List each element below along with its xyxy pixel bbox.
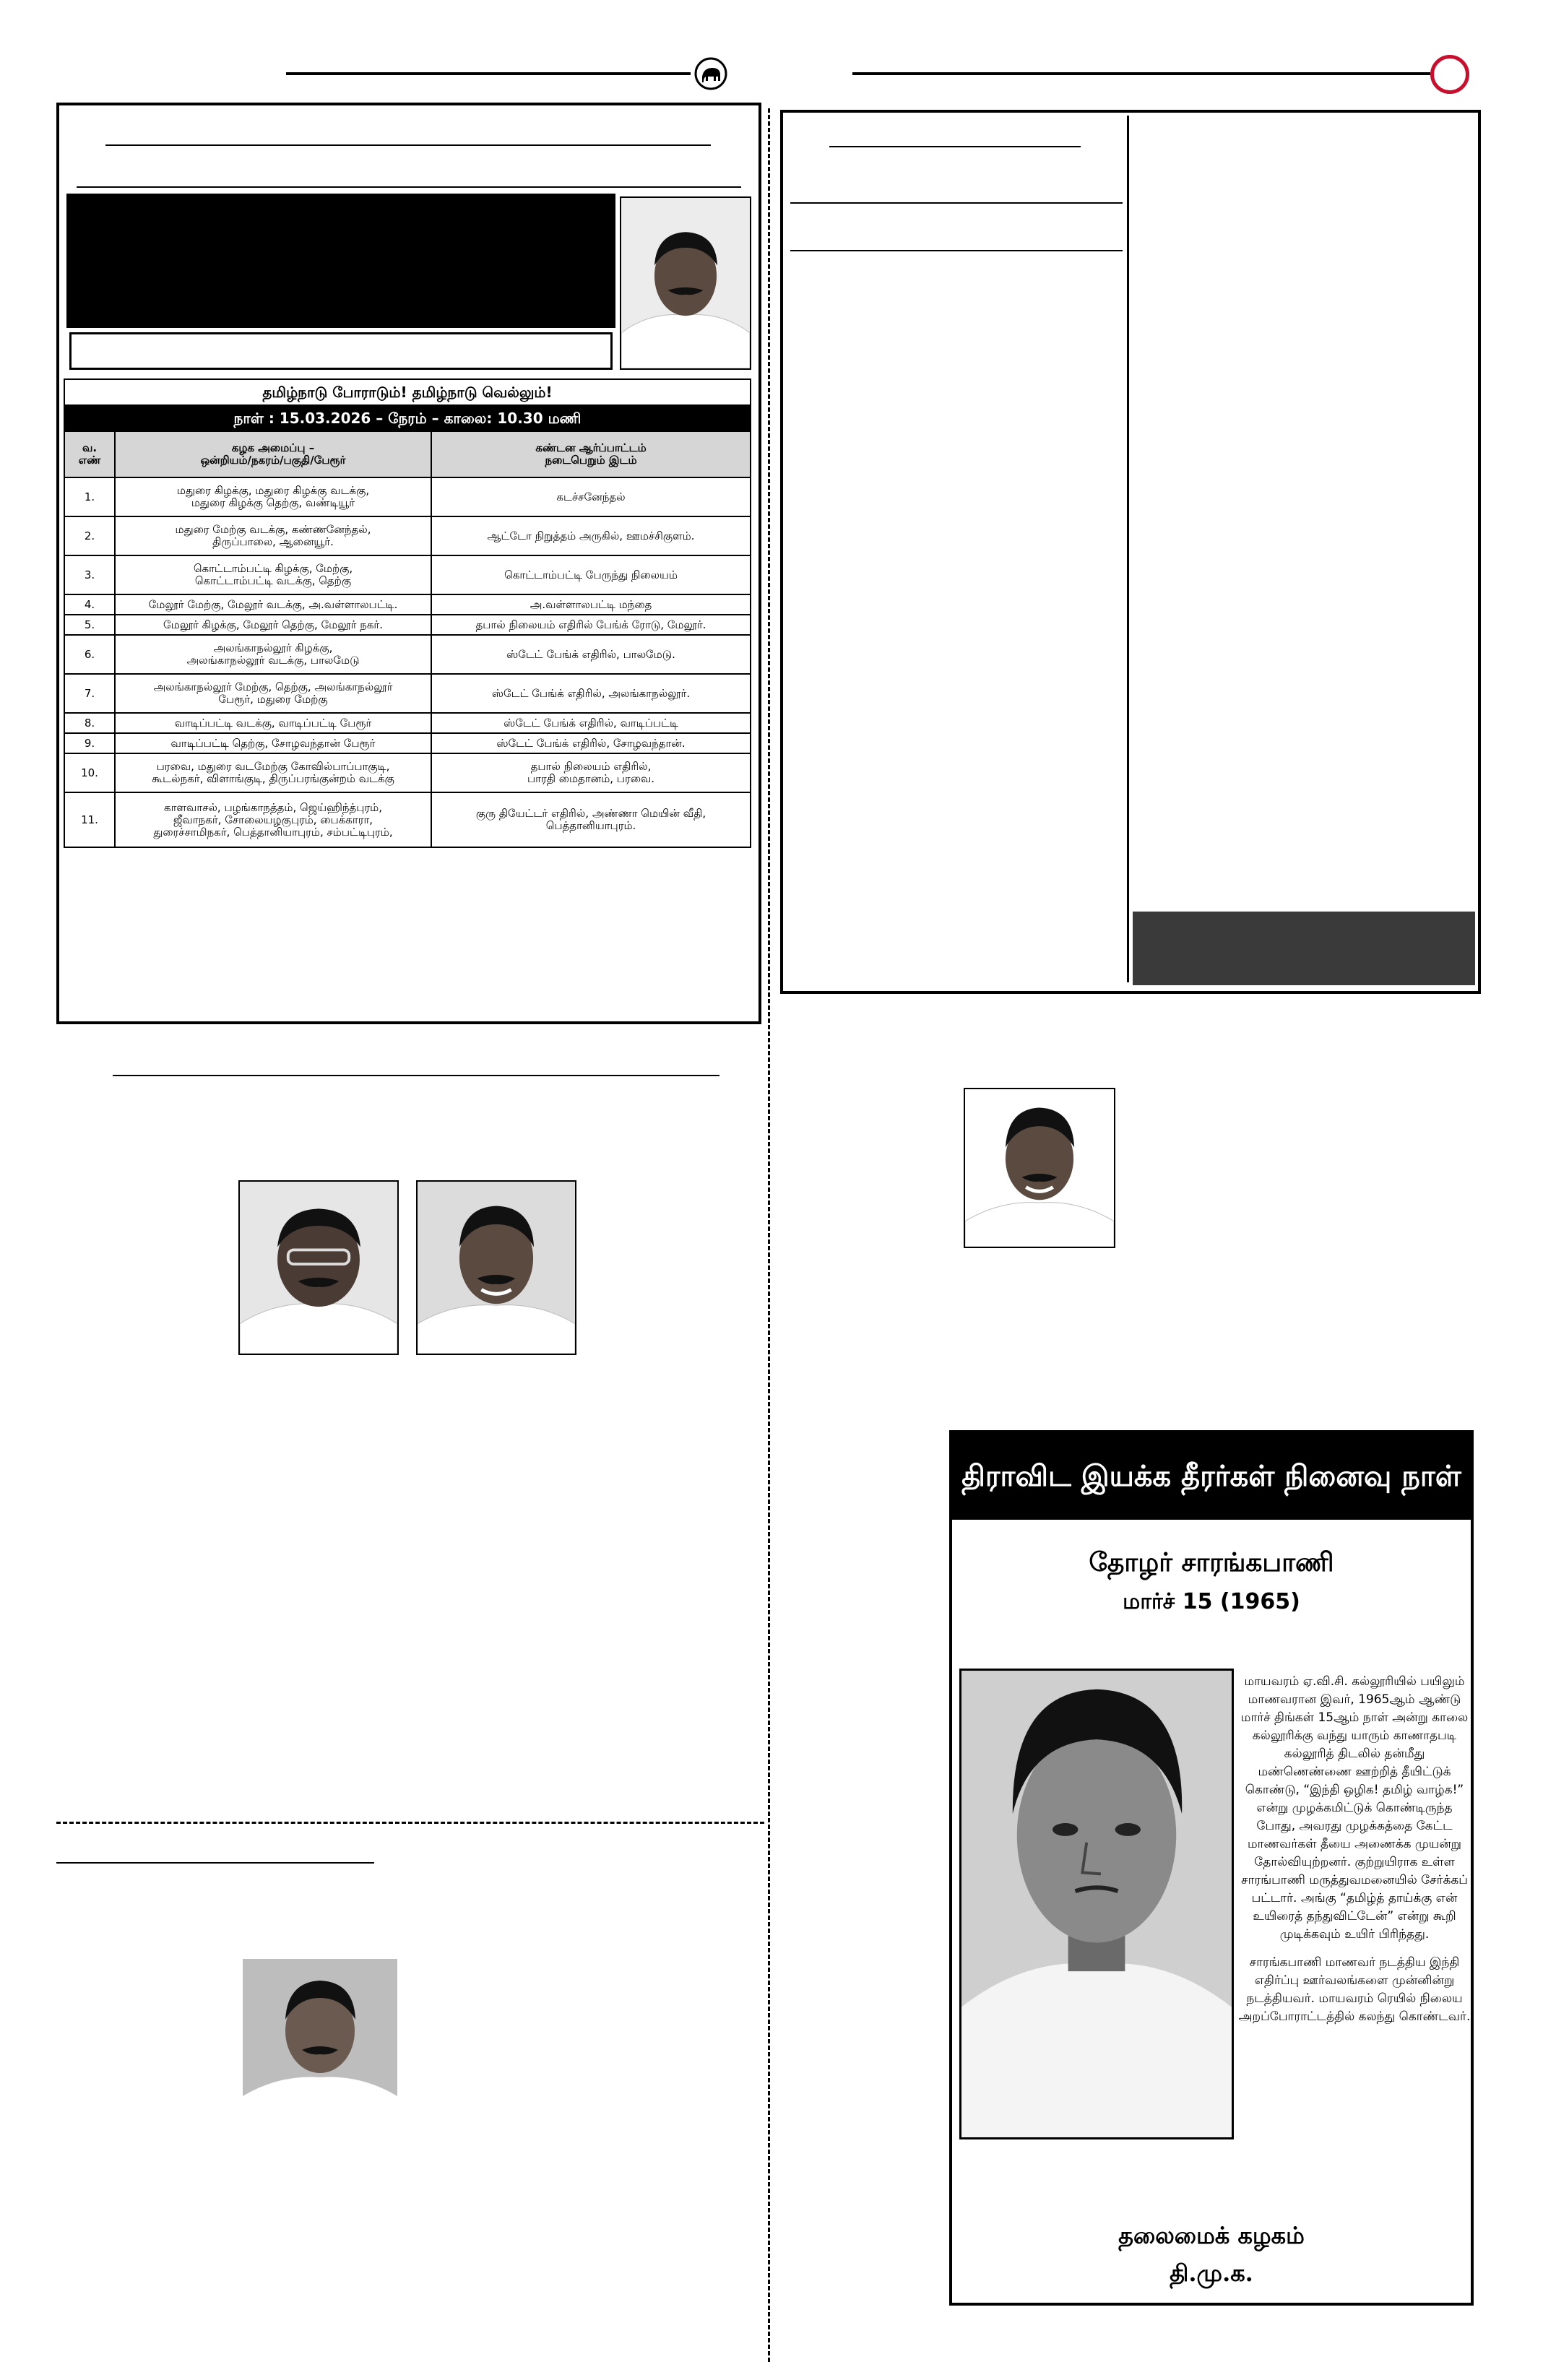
leader-portrait-2: [238, 1180, 399, 1355]
announcement-banner: [66, 194, 615, 328]
masthead-rule-right: [852, 72, 1430, 75]
right-article-rule-1: [829, 146, 1081, 147]
right-article-column-divider: [1127, 116, 1129, 982]
memorial-signature-2: தி.மு.க.: [1170, 2259, 1253, 2287]
right-article-rule-2: [790, 202, 1123, 204]
announcement-subbanner: [69, 332, 613, 370]
memorial-date: மார்ச் 15 (1965): [1123, 1589, 1300, 1614]
memorial-biography: [1238, 1673, 1471, 2036]
table-row: 2. மதுரை மேற்கு வடக்கு, கண்ணனேந்தல், திருப்பாலை, ஆனையூர். ஆட்டோ நிறுத்தம் அருகில், ஊமச்சிகுளம்.: [64, 516, 751, 555]
leader-portrait-4: [964, 1088, 1115, 1248]
table-row: 10. பரவை, மதுரை வடமேற்கு கோவில்பாப்பாகுடி, கூடல்நகர், விளாங்குடி, திருப்பரங்குன்றம் வடக்கு தபால் நிலையம் எதிரில், பாரதி மைதானம், பரவை.: [64, 753, 751, 792]
table-row: 4. மேலூர் மேற்கு, மேலூர் வடக்கு, அ.வள்ளாலபட்டி. அ.வள்ளாலபட்டி மந்தை: [64, 594, 751, 615]
date-time-row: நாள் : 15.03.2026 – நேரம் – காலை: 10.30 மணி: [64, 405, 751, 431]
masthead-rule-left: [286, 72, 691, 75]
header-number: வ. எண்: [64, 431, 115, 477]
announcement-rule-2: [77, 186, 741, 188]
header-organization: கழக அமைப்பு – ஒன்றியம்/நகரம்/பகுதி/பேரூர்: [115, 431, 431, 477]
memorial-heading: திராவிட இயக்க தீரர்கள் நினைவு நாள்: [952, 1433, 1471, 1520]
table-row: 8. வாடிப்பட்டி வடக்கு, வாடிப்பட்டி பேரூர் ஸ்டேட் பேங்க் எதிரில், வாடிப்பட்டி: [64, 713, 751, 733]
memorial-notice: [949, 1430, 1474, 2306]
table-row: 7. அலங்காநல்லூர் மேற்கு, தெற்கு, அலங்காநல்லூர் பேரூர், மதுரை மேற்கு ஸ்டேட் பேங்க் எதிரில், அலங்காநல்லூர்.: [64, 674, 751, 713]
table-row: 3. கொட்டாம்பட்டி கிழக்கு, மேற்கு, கொட்டாம்பட்டி வடக்கு, தெற்கு கொட்டாம்பட்டி பேருந்து நிலையம்: [64, 555, 751, 594]
table-row: 1. மதுரை கிழக்கு, மதுரை கிழக்கு வடக்கு, மதுரை கிழக்கு தெற்கு, வண்டியூர் கடச்சனேந்தல்: [64, 477, 751, 516]
protest-schedule-table: [64, 378, 751, 848]
slogan-row: தமிழ்நாடு போராடும்! தமிழ்நாடு வெல்லும்!: [64, 379, 751, 405]
announcement-rule-1: [105, 144, 711, 146]
table-row: 9. வாடிப்பட்டி தெற்கு, சோழவந்தான் பேரூர் ஸ்டேட் பேங்க் எதிரில், சோழவந்தான்.: [64, 733, 751, 753]
memorial-portrait: [959, 1669, 1234, 2139]
leader-portrait-1: [620, 196, 751, 370]
table-row: 5. மேலூர் கிழக்கு, மேலூர் தெற்கு, மேலூர் நகர். தபால் நிலையம் எதிரில் பேங்க் ரோடு, மேலூர்.: [64, 615, 751, 635]
table-row: 6. அலங்காநல்லூர் கிழக்கு, அலங்காநல்லூர் வடக்கு, பாலமேடு ஸ்டேட் பேங்க் எதிரில், பாலமேடு.: [64, 635, 751, 674]
leader-portrait-3: [416, 1180, 576, 1355]
column-divider: [768, 108, 770, 2362]
right-article-box: [780, 110, 1481, 994]
right-article-rule-3: [790, 250, 1123, 251]
masthead-circle-icon: [1430, 55, 1469, 94]
elephant-logo-icon: [693, 56, 728, 91]
memorial-paragraph-2: சாரங்கபாணி மாணவர் நடத்திய இந்தி எதிர்ப்பு ஊர்வலங்களை முன்னின்று நடத்தியவர். மாயவரம் ரெயில் நிலைய அறப்போராட்டத்தில் கலந்து கொண்டவர்.: [1238, 1955, 1471, 2024]
right-article-footer-bar: [1133, 912, 1475, 985]
table-row: 11. காளவாசல், பழங்காநத்தம், ஜெய்ஹிந்த்புரம், ஜீவாநகர், சோலையழகுபுரம், பைக்காரா, துரைச்சாமிநகர், பெத்தானியாபுரம், சம்பட்டிபுரம், குரு தியேட்டர் எதிரில், அண்ணா மெயின் வீதி, பெத்தானியாபுரம்.: [64, 792, 751, 847]
memorial-paragraph-1: மாயவரம் ஏ.வி.சி. கல்லூரியில் பயிலும் மாணவரான இவர், 1965ஆம் ஆண்டு மார்ச் திங்கள் 15ஆம் நாள் அன்று காலை கல்லூரிக்கு வந்து யாரும் காணாதபடி கல்லூரித் திடலில் தன்மீது மண்ணெண்ணை ஊற்றித் தீயிட்டுக் கொண்டு, “இந்தி ஒழிக! தமிழ் வாழ்க!” என்று முழக்கமிட்டுக் கொண்டிருந்த போது, அவரது முழக்கத்தை கேட்ட மாணவர்கள் தீயை அணைக்க முயன்று தோல்வியுற்றனர். குற்றுயிராக உள்ள சாரங்பாணி மருத்துவமனையில் சேர்க்கப் பட்டார். அங்கு “தமிழ்த் தாய்க்கு என் உயிரைத் தந்துவிட்டேன்” என்று கூறி முடிக்கவும் உயிர் பிரிந்தது.: [1240, 1674, 1469, 1942]
lower-left-rule: [56, 1862, 374, 1864]
memorial-name: தோழர் சாரங்கபாணி: [1089, 1547, 1334, 1578]
mid-left-rule: [113, 1075, 719, 1076]
section-divider-left: [56, 1822, 764, 1824]
memorial-signature-1: தலைமைக் கழகம்: [1118, 2222, 1305, 2249]
header-venue: கண்டன ஆர்ப்பாட்டம் நடைபெறும் இடம்: [431, 431, 751, 477]
leader-portrait-5: [243, 1959, 397, 2124]
